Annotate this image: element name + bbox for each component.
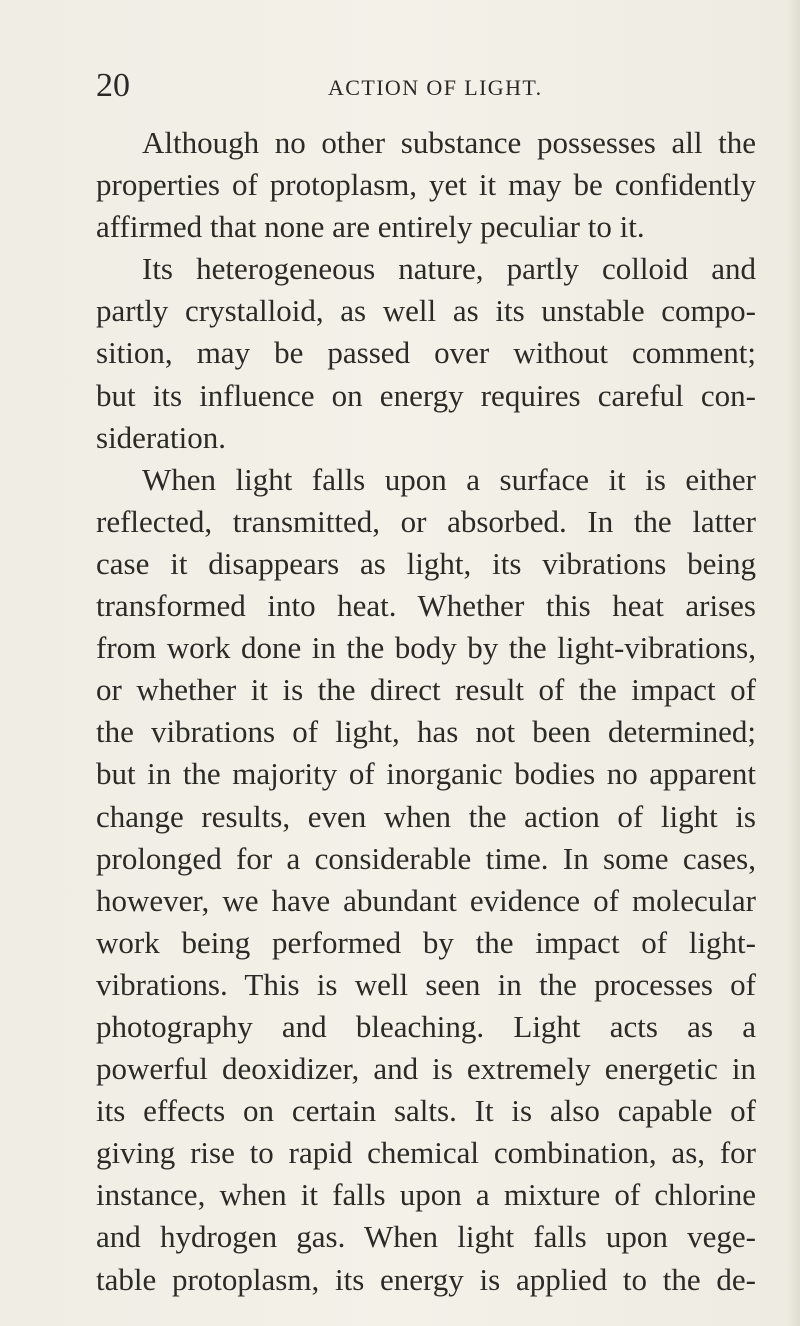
text-line: table protoplasm, its energy is applied to the de- xyxy=(96,1261,756,1297)
text-line: instance, when it falls upon a mixture of chlorine xyxy=(96,1177,756,1213)
text-line: case it disappears as light, its vibrations being xyxy=(96,545,756,581)
text-line: properties of protoplasm, yet it may be confidently xyxy=(96,167,756,203)
text-line: but its influence on energy requires careful con- xyxy=(96,377,756,413)
text-line: from work done in the body by the light-vibrations, xyxy=(96,630,756,666)
body-text xyxy=(96,122,756,1301)
text-line: affirmed that none are entirely peculiar to it. xyxy=(96,209,645,245)
text-line: but in the majority of inorganic bodies no apparent xyxy=(96,756,756,792)
text-line: transformed into heat. Whether this heat arises xyxy=(96,588,756,624)
page-header xyxy=(96,64,756,114)
page-edge-shadow xyxy=(786,0,800,1326)
text-line: Although no other substance possesses all the xyxy=(142,125,756,160)
running-head: ACTION OF LIGHT. xyxy=(328,75,543,100)
text-line: and hydrogen gas. When light falls upon vege- xyxy=(96,1219,756,1255)
text-line: giving rise to rapid chemical combination, as, for xyxy=(96,1135,756,1171)
text-line: change results, even when the action of light is xyxy=(96,798,756,834)
text-line: vibrations. This is well seen in the processes of xyxy=(96,966,756,1002)
text-line: When light falls upon a surface it is either xyxy=(142,461,756,497)
page-number: 20 xyxy=(96,67,130,104)
text-line: powerful deoxidizer, and is extremely energetic in xyxy=(96,1051,756,1087)
text-line: photography and bleaching. Light acts as a xyxy=(96,1008,756,1044)
text-line: however, we have abundant evidence of molecular xyxy=(96,882,756,918)
text-line: or whether it is the direct result of the impact of xyxy=(96,672,756,708)
text-line: sition, may be passed over without comment; xyxy=(96,335,756,371)
text-line: prolonged for a considerable time. In some cases, xyxy=(96,840,756,876)
text-line: work being performed by the impact of light- xyxy=(96,924,756,960)
text-line: sideration. xyxy=(96,419,226,455)
text-line: partly crystalloid, as well as its unstable compo- xyxy=(96,293,756,329)
text-line: reflected, transmitted, or absorbed. In the latter xyxy=(96,503,756,539)
text-line: Its heterogeneous nature, partly colloid and xyxy=(142,251,756,287)
text-line: the vibrations of light, has not been determined; xyxy=(96,714,756,750)
text-line: its effects on certain salts. It is also capable of xyxy=(96,1093,756,1129)
